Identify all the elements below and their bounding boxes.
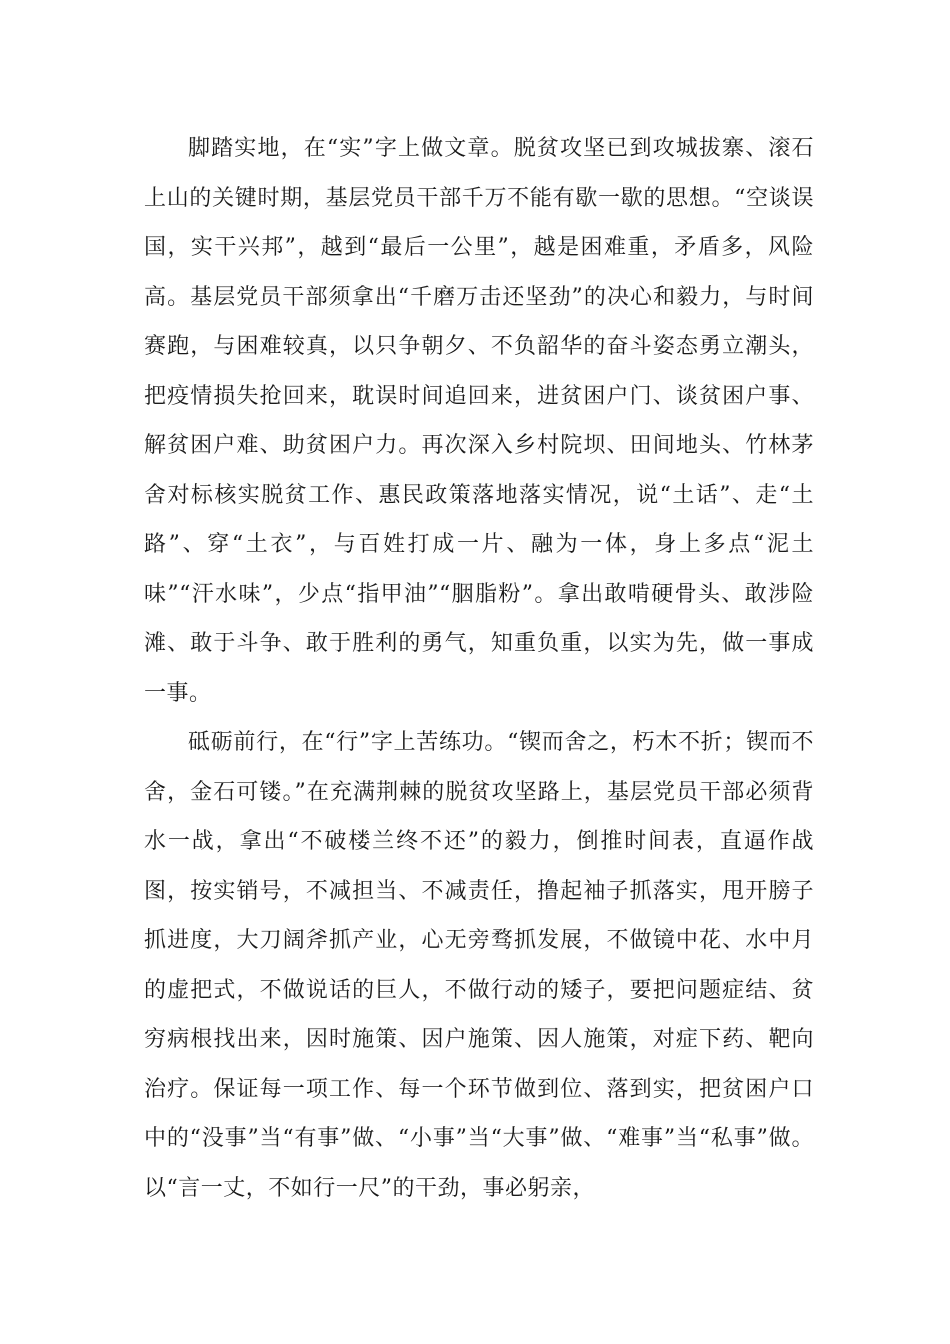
paragraph-1: 脚踏实地，在“实”字上做文章。脱贫攻坚已到攻城拔寨、滚石上山的关键时期，基层党员干部千万不能有歇一歇的思想。“空谈误国，实干兴邦”，越到“最后一公里”，越是困难重，矛盾多，风险高。基层党员干部须拿出“千磨万击还坚劲”的决心和毅力，与时间赛跑，与困难较真，以只争朝夕、不负韶华的奋斗姿态勇立潮头，把疫情损失抢回来，耽误时间追回来，进贫困户门、谈贫困户事、解贫困户难、助贫困户力。再次深入乡村院坝、田间地头、竹林茅舍对标核实脱贫工作、惠民政策落地落实情况，说“土话”、走“土路”、穿“土衣”，与百姓打成一片、融为一体，身上多点“泥土味”“汗水味”，少点“指甲油”“胭脂粉”。拿出敢啃硬骨头、敢涉险滩、敢于斗争、敢于胜利的勇气，知重负重，以实为先，做一事成一事。 xyxy=(144,136,814,706)
document-body xyxy=(144,124,814,1213)
paragraph-2: 砥砺前行，在“行”字上苦练功。“锲而舍之，朽木不折；锲而不舍，金石可镂。”在充满荆棘的脱贫攻坚路上，基层党员干部必须背水一战，拿出“不破楼兰终不还”的毅力，倒推时间表，直逼作战图，按实销号，不减担当、不减责任，撸起袖子抓落实，甩开膀子抓进度，大刀阔斧抓产业，心无旁骛抓发展，不做镜中花、水中月的虚把式，不做说话的巨人，不做行动的矮子，要把问题症结、贫穷病根找出来，因时施策、因户施策、因人施策，对症下药、靶向治疗。保证每一项工作、每一个环节做到位、落到实，把贫困户口中的“没事”当“有事”做、“小事”当“大事”做、“难事”当“私事”做。以“言一丈，不如行一尺”的干劲，事必躬亲， xyxy=(144,730,814,1201)
